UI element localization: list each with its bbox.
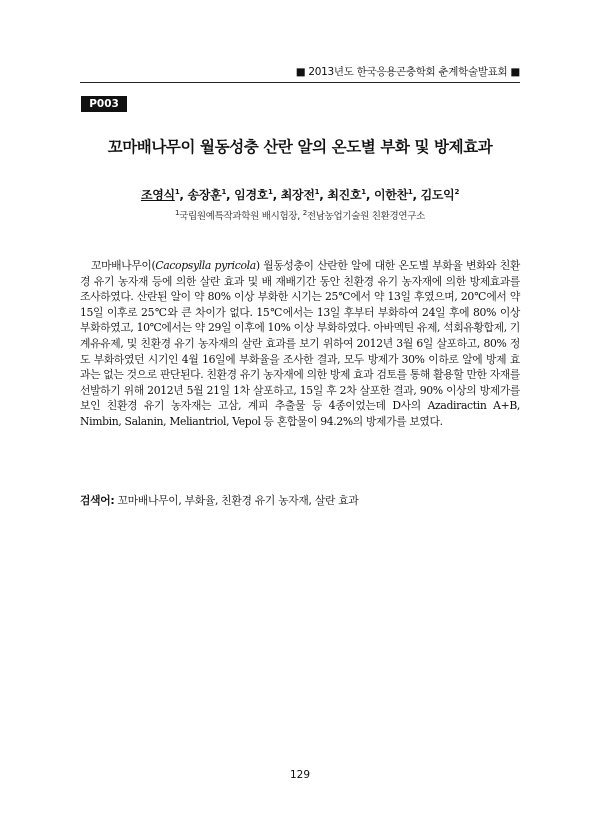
- author-affiliation-mark: 1: [174, 188, 180, 196]
- author-separator: ,: [365, 188, 374, 202]
- abstract-body: [80, 258, 520, 430]
- species-name: Cacopsylla pyricola: [155, 259, 256, 272]
- paper-title: 꼬마배나무이 월동성충 산란 알의 온도별 부화 및 방제효과: [107, 138, 493, 156]
- affiliation-mark: 1: [174, 208, 180, 217]
- author-name: 김도익: [420, 188, 455, 202]
- author-name: 조영식: [140, 188, 175, 202]
- author-name: 최진호: [327, 188, 362, 202]
- author-name: 이한찬: [373, 188, 408, 202]
- affiliation-text: 국립원예특작과학원 배시험장: [179, 211, 298, 222]
- header-rule: [80, 82, 520, 83]
- keywords-label: 검색어:: [80, 494, 115, 507]
- keywords-text: 꼬마배나무이, 부화율, 친환경 유기 농자재, 살란 효과: [114, 494, 359, 507]
- page-number: 129: [289, 769, 311, 781]
- affiliation-text: 전남농업기술원 친환경연구소: [306, 211, 425, 222]
- conference-header: ■ 2013년도 한국응용곤충학회 춘계학술발표회 ■: [295, 66, 520, 78]
- author-separator: ,: [412, 188, 421, 202]
- author-name: 최장전: [280, 188, 315, 202]
- author-affiliation-mark: 1: [268, 188, 273, 196]
- author-separator: ,: [179, 188, 188, 202]
- author-affiliation-mark: 2: [454, 188, 460, 196]
- author-list: [0, 186, 600, 203]
- abstract-text-rest: ) 월동성충이 산란한 알에 대한 온도별 부화율 변화와 친환경 유기 농자재 등에 의한 살란 효과 및 배 재배기간 동안 친환경 유기 농자재에 의한 방제효과를 조사하였다. 산란된 알이 약 80% 이상 부화한 시기는 25℃에서 약 13일 후였으며, 20℃에서 약 15일 이후로 25℃와 큰 차이가 없다. 15℃에서는 13일 후부터 부화하여 24일 후에 80% 이상 부화하였고, 10℃에서는 약 29일 이후에 10% 이상 부화하였다. 아바멕틴 유제, 석회유황합제, 기계유유제, 및 친환경 유기 농자재의 살란 효과를 보기 위하여 2012년 3월 6일 살포하고, 80% 정도 부화하였던 시기인 4월 16일에 부화율을 조사한 결과, 모두 방제가 30% 이하로 알에 방제 효과는 없는 것으로 판단된다. 친환경 유기 농자재에 의한 방제 효과 검토를 통해 활용할 만한 자재를 선발하기 위해 2012년 5월 21일 1차 살포하고, 15일 후 2차 살포한 결과, 90% 이상의 방제가를 보인 친환경 유기 농자재는 고삼, 계피 추출물 등 4종이었는데 D사의 Azadiractin A+B, Nimbin, Salanin, Meliantriol, Vepol 등 혼합물이 94.2%의 방제가를 보였다.: [80, 259, 520, 428]
- affiliation-separator: ,: [297, 211, 303, 222]
- abstract-text-start: 꼬마배나무이(: [91, 259, 156, 272]
- author-separator: ,: [272, 188, 281, 202]
- author-name: 송장훈: [187, 188, 222, 202]
- keywords-line: [80, 493, 520, 508]
- author-separator: ,: [226, 188, 235, 202]
- poster-code-badge: P003: [81, 96, 127, 112]
- affiliation-list: [0, 208, 600, 222]
- author-name: 임경호: [234, 188, 269, 202]
- author-affiliation-mark: 1: [314, 188, 320, 196]
- author-separator: ,: [319, 188, 328, 202]
- author-affiliation-mark: 1: [361, 188, 366, 196]
- author-affiliation-mark: 1: [221, 188, 227, 196]
- author-affiliation-mark: 1: [407, 188, 413, 196]
- affiliation-mark: 2: [302, 208, 307, 217]
